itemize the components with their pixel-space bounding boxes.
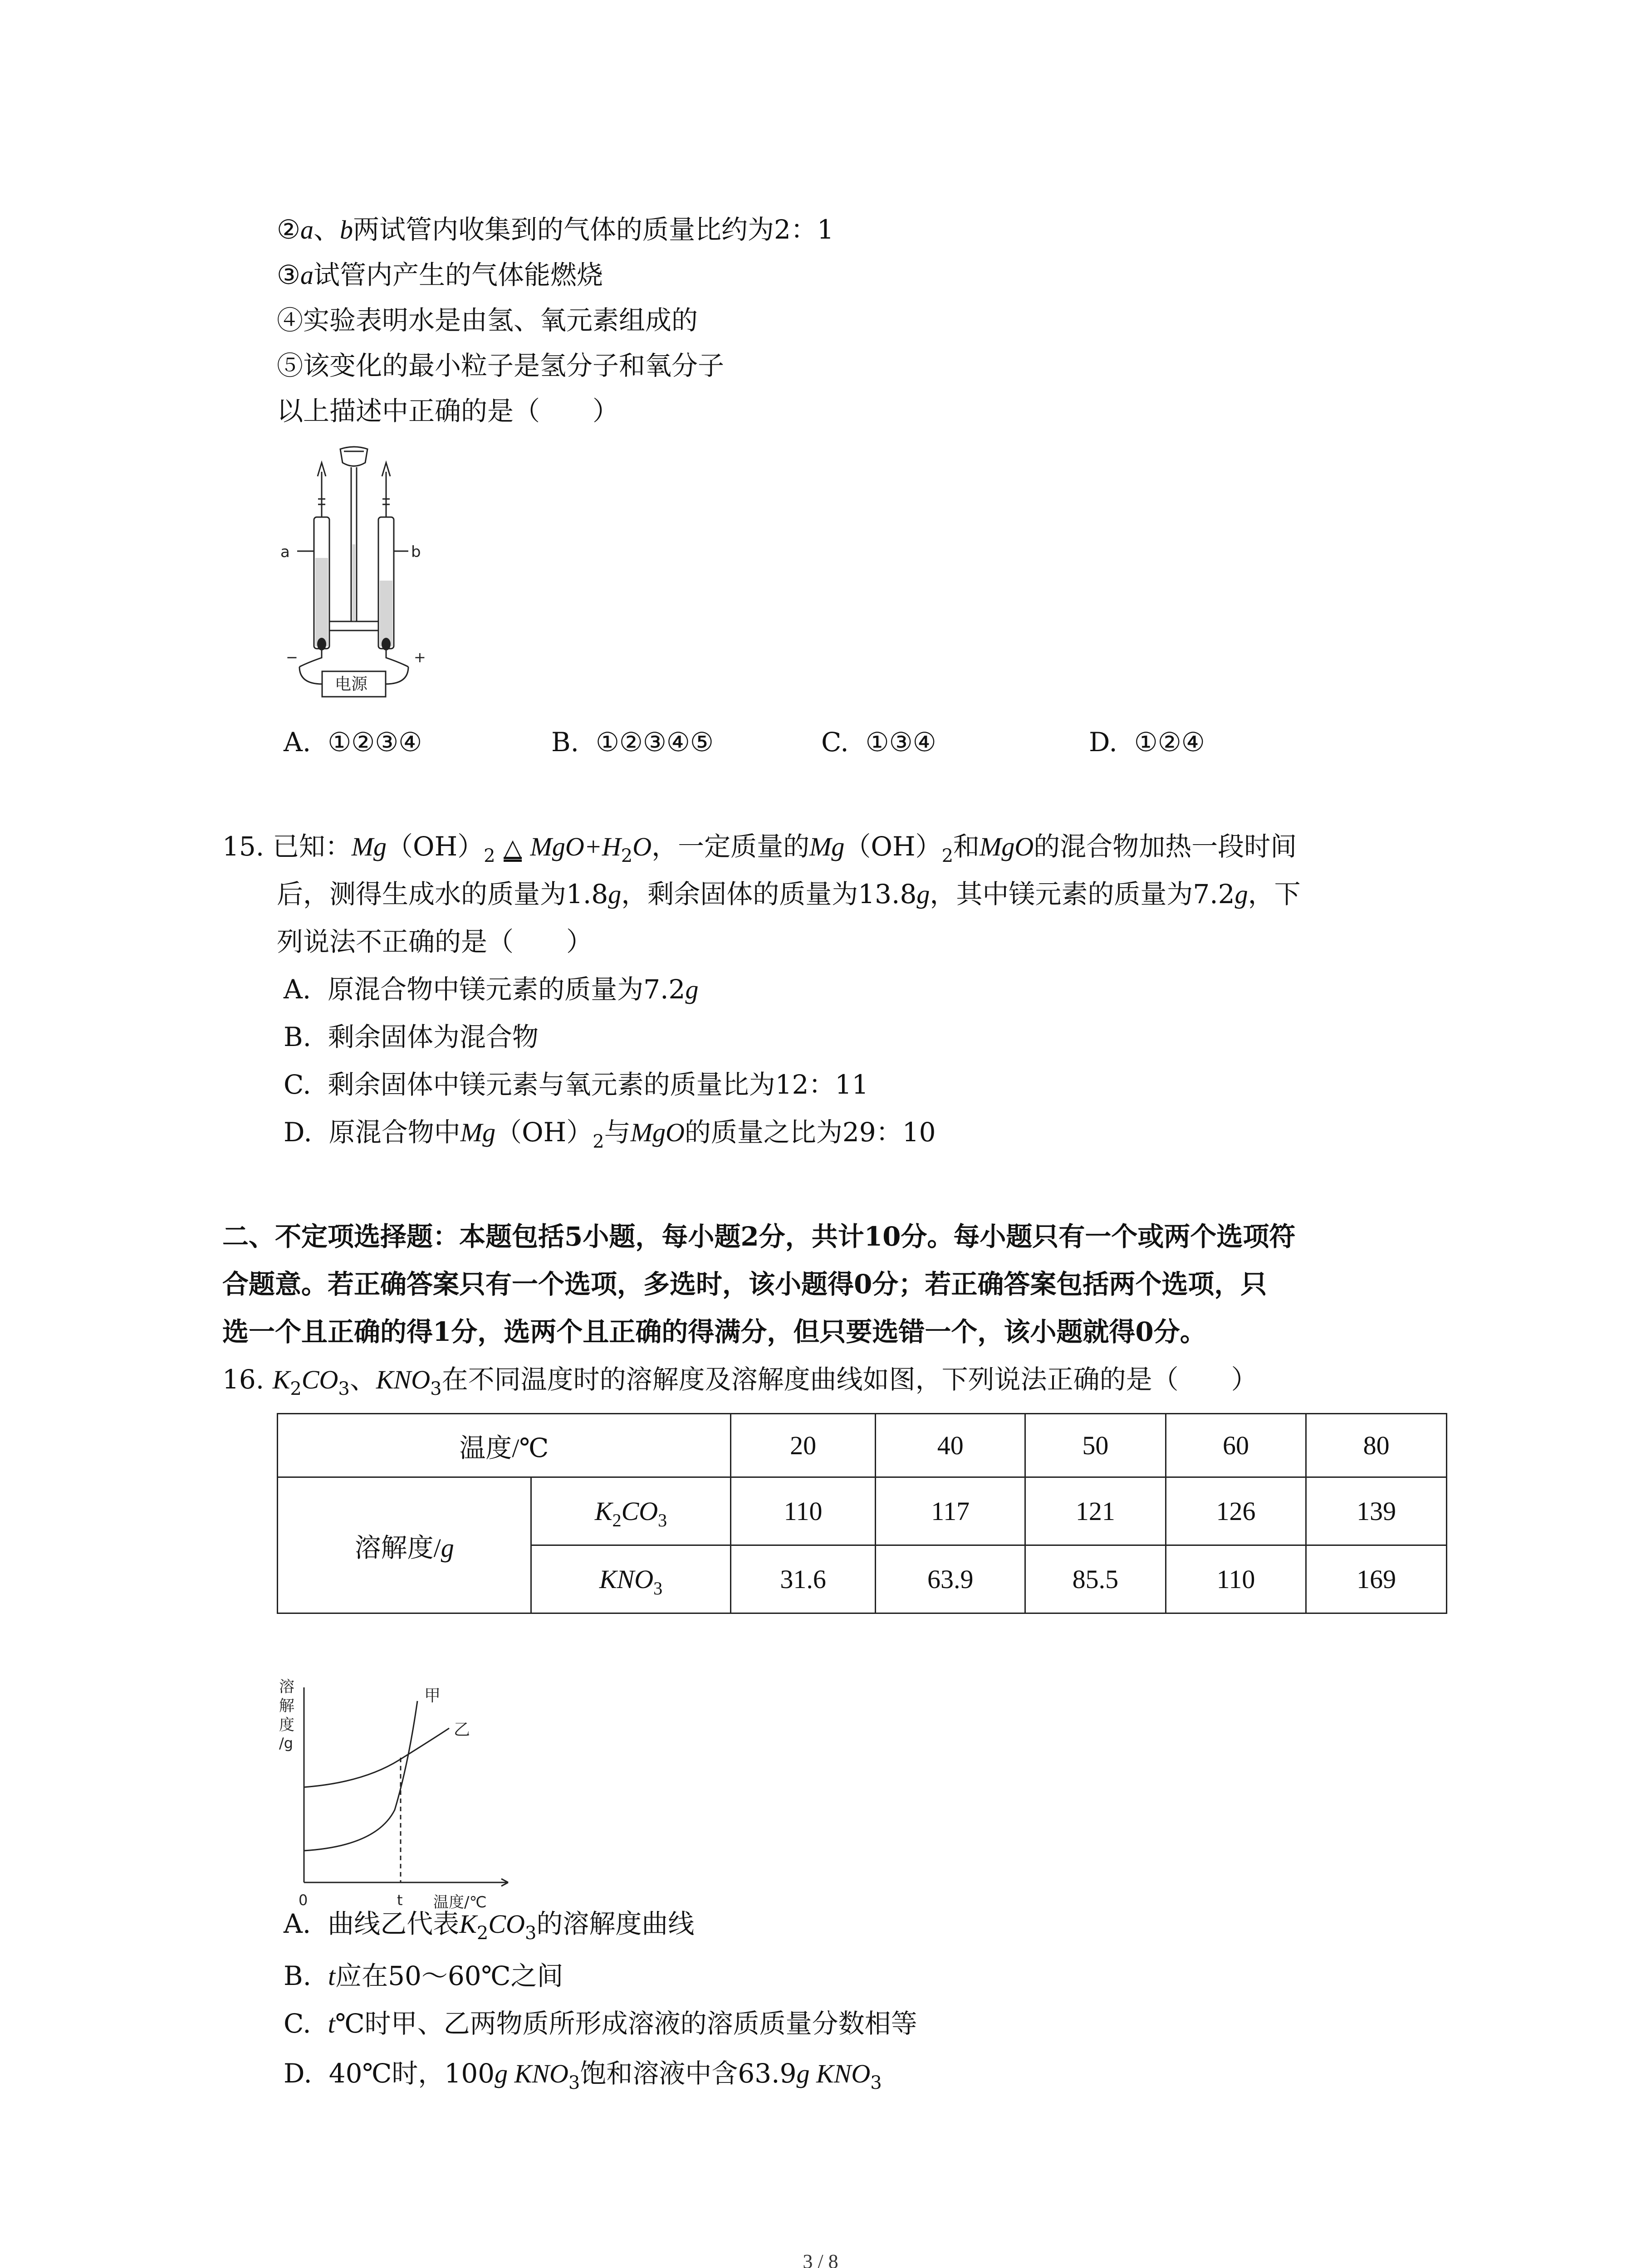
- table-k2co3-label: $K_2CO_3$: [531, 1477, 731, 1545]
- section-2-instructions-line-1: 二、不定项选择题：本题包括5小题，每小题2分，共计10分。每小题只有一个或两个选项符: [222, 1221, 1296, 1252]
- curve-yi-label: 乙: [454, 1721, 470, 1739]
- table-k2co3-value: 110: [730, 1477, 876, 1545]
- q16-option-a: A. 曲线乙代表$K_2CO_3$的溶解度曲线: [284, 1908, 695, 1944]
- q14-option-d: D. ①②④: [1089, 727, 1205, 758]
- q14-option-c: C. ①③④: [821, 727, 936, 758]
- table-temp-50: 50: [1025, 1414, 1166, 1477]
- table-kno3-value: 85.5: [1025, 1545, 1166, 1613]
- table-kno3-value: 31.6: [730, 1545, 876, 1613]
- q15-option-d: D. 原混合物中$Mg(OH)_2$与MgO的质量之比为29：10: [284, 1117, 936, 1152]
- q15-stem-line-1: 15. 已知：$Mg(OH)_2$ △ $MgO+H_2O$，一定质量的$Mg(OH)_2$和MgO的混合物加热一段时间: [222, 831, 1297, 866]
- tube-b-label: b: [411, 543, 421, 561]
- q14-statement-5: ⑤该变化的最小粒子是氢分子和氧分子: [277, 350, 725, 381]
- q16-stem: 16. $K_2CO_3$、$KNO_3$在不同温度时的溶解度及溶解度曲线如图，下列说法正确的是（ ）: [222, 1364, 1258, 1399]
- table-kno3-value: 110: [1166, 1545, 1306, 1613]
- curve-jia-label: 甲: [424, 1686, 441, 1705]
- q15-option-c: C. 剩余固体中镁元素与氧元素的质量比为12：11: [284, 1069, 869, 1100]
- table-k2co3-value: 139: [1306, 1477, 1447, 1545]
- q14-question-ask: 以上描述中正确的是（ ）: [277, 396, 619, 426]
- q14-option-b: B. ①②③④⑤: [551, 727, 714, 758]
- t-tick-label: t: [397, 1892, 403, 1909]
- y-axis-label-2: 解: [279, 1697, 294, 1715]
- electrolysis-apparatus-figure: [272, 445, 436, 717]
- section-2-instructions-line-2: 合题意。若正确答案只有一个选项，多选时，该小题得0分；若正确答案包括两个选项，只: [222, 1269, 1267, 1300]
- table-solubility-label: 溶解度/g: [278, 1477, 531, 1613]
- table-k2co3-value: 121: [1025, 1477, 1166, 1545]
- x-axis-label: 温度/℃: [433, 1893, 487, 1911]
- q14-statement-3: ③a试管内产生的气体能燃烧: [277, 259, 603, 290]
- table-k2co3-value: 117: [876, 1477, 1025, 1545]
- tube-a-label: a: [280, 543, 290, 561]
- q15-option-a: A. 原混合物中镁元素的质量为7.2g: [284, 974, 699, 1005]
- curve-yi: [304, 1728, 449, 1787]
- y-axis-label-4: /g: [279, 1735, 294, 1752]
- q14-option-a: A. ①②③④: [284, 727, 422, 758]
- q15-option-b: B. 剩余固体为混合物: [284, 1022, 539, 1052]
- table-kno3-value: 63.9: [876, 1545, 1025, 1613]
- q14-statement-4: ④实验表明水是由氢、氧元素组成的: [277, 305, 698, 336]
- q16-option-c: C. t℃时甲、乙两物质所形成溶液的溶质质量分数相等: [284, 2008, 917, 2039]
- q14-statement-2: ②a、b两试管内收集到的气体的质量比约为2：1: [277, 214, 834, 245]
- q15-stem-line-2: 后，测得生成水的质量为1.8g，剩余固体的质量为13.8g，其中镁元素的质量为7.2g，下: [277, 879, 1301, 909]
- q16-option-d: D. 40℃时，100g $KNO_3$饱和溶液中含63.9g $KNO_3$: [284, 2058, 882, 2093]
- heat-symbol: △: [504, 834, 522, 861]
- page-number: 3 / 8: [803, 2250, 838, 2268]
- y-axis-label-3: 度: [279, 1716, 294, 1734]
- table-temp-60: 60: [1166, 1414, 1306, 1477]
- solubility-curve-figure: [272, 1674, 526, 1919]
- y-axis-label-1: 溶: [279, 1678, 294, 1696]
- table-k2co3-value: 126: [1166, 1477, 1306, 1545]
- q15-stem-line-3: 列说法不正确的是（ ）: [277, 926, 593, 957]
- negative-terminal-label: −: [286, 649, 298, 666]
- q16-option-b: B. t应在50～60℃之间: [284, 1960, 563, 1991]
- section-2-instructions-line-3: 选一个且正确的得1分，选两个且正确的得满分，但只要选错一个，该小题就得0分。: [222, 1316, 1206, 1347]
- table-kno3-label: $KNO_3$: [531, 1545, 731, 1613]
- positive-terminal-label: +: [414, 649, 426, 666]
- origin-label: 0: [299, 1892, 308, 1909]
- table-kno3-value: 169: [1306, 1545, 1447, 1613]
- power-supply-label: 电源: [335, 675, 368, 694]
- table-temp-header: 温度/℃: [278, 1414, 731, 1477]
- table-temp-80: 80: [1306, 1414, 1447, 1477]
- table-temp-40: 40: [876, 1414, 1025, 1477]
- solubility-table: [277, 1413, 1447, 1614]
- table-temp-20: 20: [730, 1414, 876, 1477]
